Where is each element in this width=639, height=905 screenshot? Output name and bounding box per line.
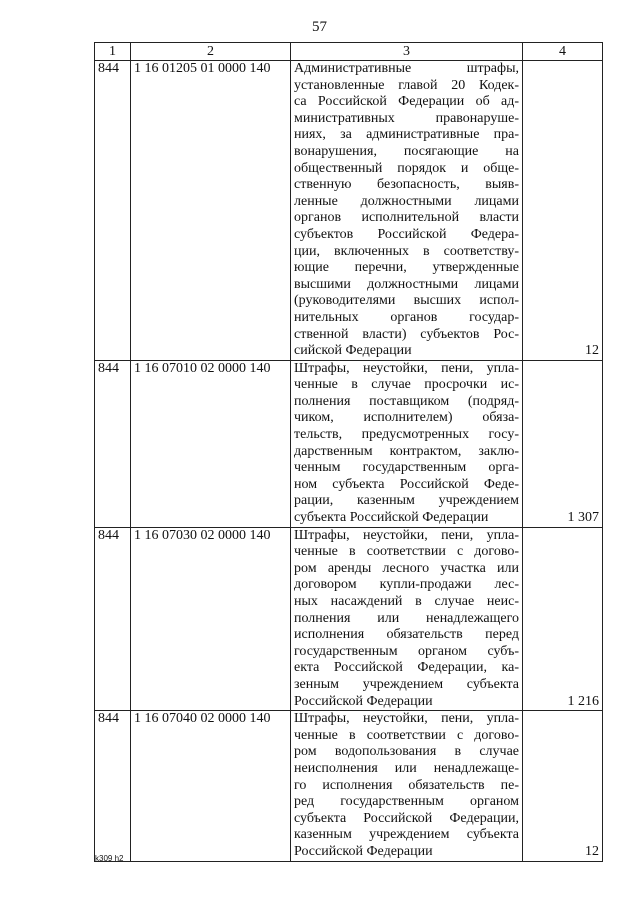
page-number: 57 [312, 19, 327, 35]
description-line: вонарушения, посягающие на [294, 143, 519, 159]
description-line: са Российской Федерации об ад- [294, 94, 519, 110]
description-line: Штрафы, неустойки, пени, упла- [294, 360, 519, 376]
column-header-4: 4 [523, 43, 603, 61]
description-line: ленные должностными лицами [294, 193, 519, 209]
description-line: полнения поставщиком (подряд- [294, 393, 519, 409]
description-line: ром аренды лесного участка или [294, 560, 519, 576]
description-line: казенным учреждением субъекта [294, 827, 519, 843]
row-admin-code: 844 [95, 61, 131, 361]
description-line: ющие перечни, утвержденные [294, 260, 519, 276]
description-line: го исполнения обязательств пе- [294, 777, 519, 793]
description-line: тельств, предусмотренных госу- [294, 427, 519, 443]
row-description [291, 711, 523, 861]
description-line: ченные в соответствии с догово- [294, 727, 519, 743]
description-line: субъекта Российской Федерации [294, 510, 489, 526]
description-line: Административные штрафы, [294, 61, 519, 76]
description-line: ных насаждений в случае неис- [294, 594, 519, 609]
description-line: рации, казенным учреждением [294, 493, 519, 509]
footer-code: k309 h2 [95, 854, 124, 863]
row-admin-code: 844 [95, 527, 131, 711]
description-line: екта Российской Федерации, ка- [294, 660, 519, 676]
description-line: договором купли-продажи лес- [294, 577, 519, 593]
description-line: государственным органом субъ- [294, 643, 519, 659]
description-line: установленные главой 20 Кодек- [294, 77, 519, 93]
row-budget-code: 1 16 01205 01 0000 140 [131, 61, 291, 361]
column-header-1: 1 [95, 43, 131, 61]
row-budget-code: 1 16 07030 02 0000 140 [131, 527, 291, 711]
description-line: полнения или ненадлежащего [294, 610, 519, 626]
description-line: ченные в случае просрочки ис- [294, 377, 519, 393]
table-row [95, 711, 603, 861]
row-budget-code: 1 16 07040 02 0000 140 [131, 711, 291, 861]
description-line: зенным учреждением субъекта [294, 676, 519, 692]
row-description [291, 360, 523, 527]
row-amount: 1 307 [523, 360, 603, 527]
description-line: ром водопользования в случае [294, 744, 519, 760]
row-amount: 12 [523, 61, 603, 361]
description-line: общественный порядок и обще- [294, 160, 519, 176]
description-line: неисполнения или ненадлежаще- [294, 760, 519, 776]
description-line: ред государственным органом [294, 794, 519, 810]
description-line: высшими должностными лицами [294, 276, 519, 292]
description-line: ченные в соответствии с догово- [294, 544, 519, 560]
description-line: дарственным контрактом, заклю- [294, 443, 519, 459]
description-line: министративных правонаруше- [294, 110, 519, 126]
table-row [95, 61, 603, 361]
row-admin-code: 844 [95, 360, 131, 527]
row-budget-code: 1 16 07010 02 0000 140 [131, 360, 291, 527]
description-line: субъектов Российской Федера- [294, 226, 519, 242]
row-description [291, 527, 523, 711]
description-line: ном субъекта Российской Феде- [294, 476, 519, 492]
description-line: ченным государственным орга- [294, 460, 519, 476]
table-row [95, 360, 603, 527]
description-line: органов исполнительной власти [294, 210, 519, 226]
budget-table [94, 42, 603, 862]
description-line: Российской Федерации [294, 693, 433, 709]
row-description [291, 61, 523, 361]
description-line: Штрафы, неустойки, пени, упла- [294, 711, 519, 727]
description-line: ственной власти) субъектов Рос- [294, 326, 519, 342]
row-amount: 12 [523, 711, 603, 861]
description-line: ции, включенных в соответству- [294, 243, 519, 259]
table-row [95, 527, 603, 711]
description-line: сийской Федерации [294, 343, 412, 359]
description-line: Российской Федерации [294, 843, 433, 859]
description-line: чиком, исполнителем) обяза- [294, 410, 519, 426]
column-header-3: 3 [291, 43, 523, 61]
description-line: ственную безопасность, выяв- [294, 177, 519, 193]
description-line: (руководителями высших испол- [294, 293, 519, 309]
row-admin-code: 844 [95, 711, 131, 861]
description-line: исполнения обязательств перед [294, 627, 519, 643]
description-line: нительных органов государ- [294, 309, 519, 325]
column-header-2: 2 [131, 43, 291, 61]
row-amount: 1 216 [523, 527, 603, 711]
description-line: субъекта Российской Федерации, [294, 810, 519, 826]
description-line: Штрафы, неустойки, пени, упла- [294, 527, 519, 543]
table-header-row [95, 43, 603, 61]
description-line: ниях, за административные пра- [294, 127, 519, 143]
